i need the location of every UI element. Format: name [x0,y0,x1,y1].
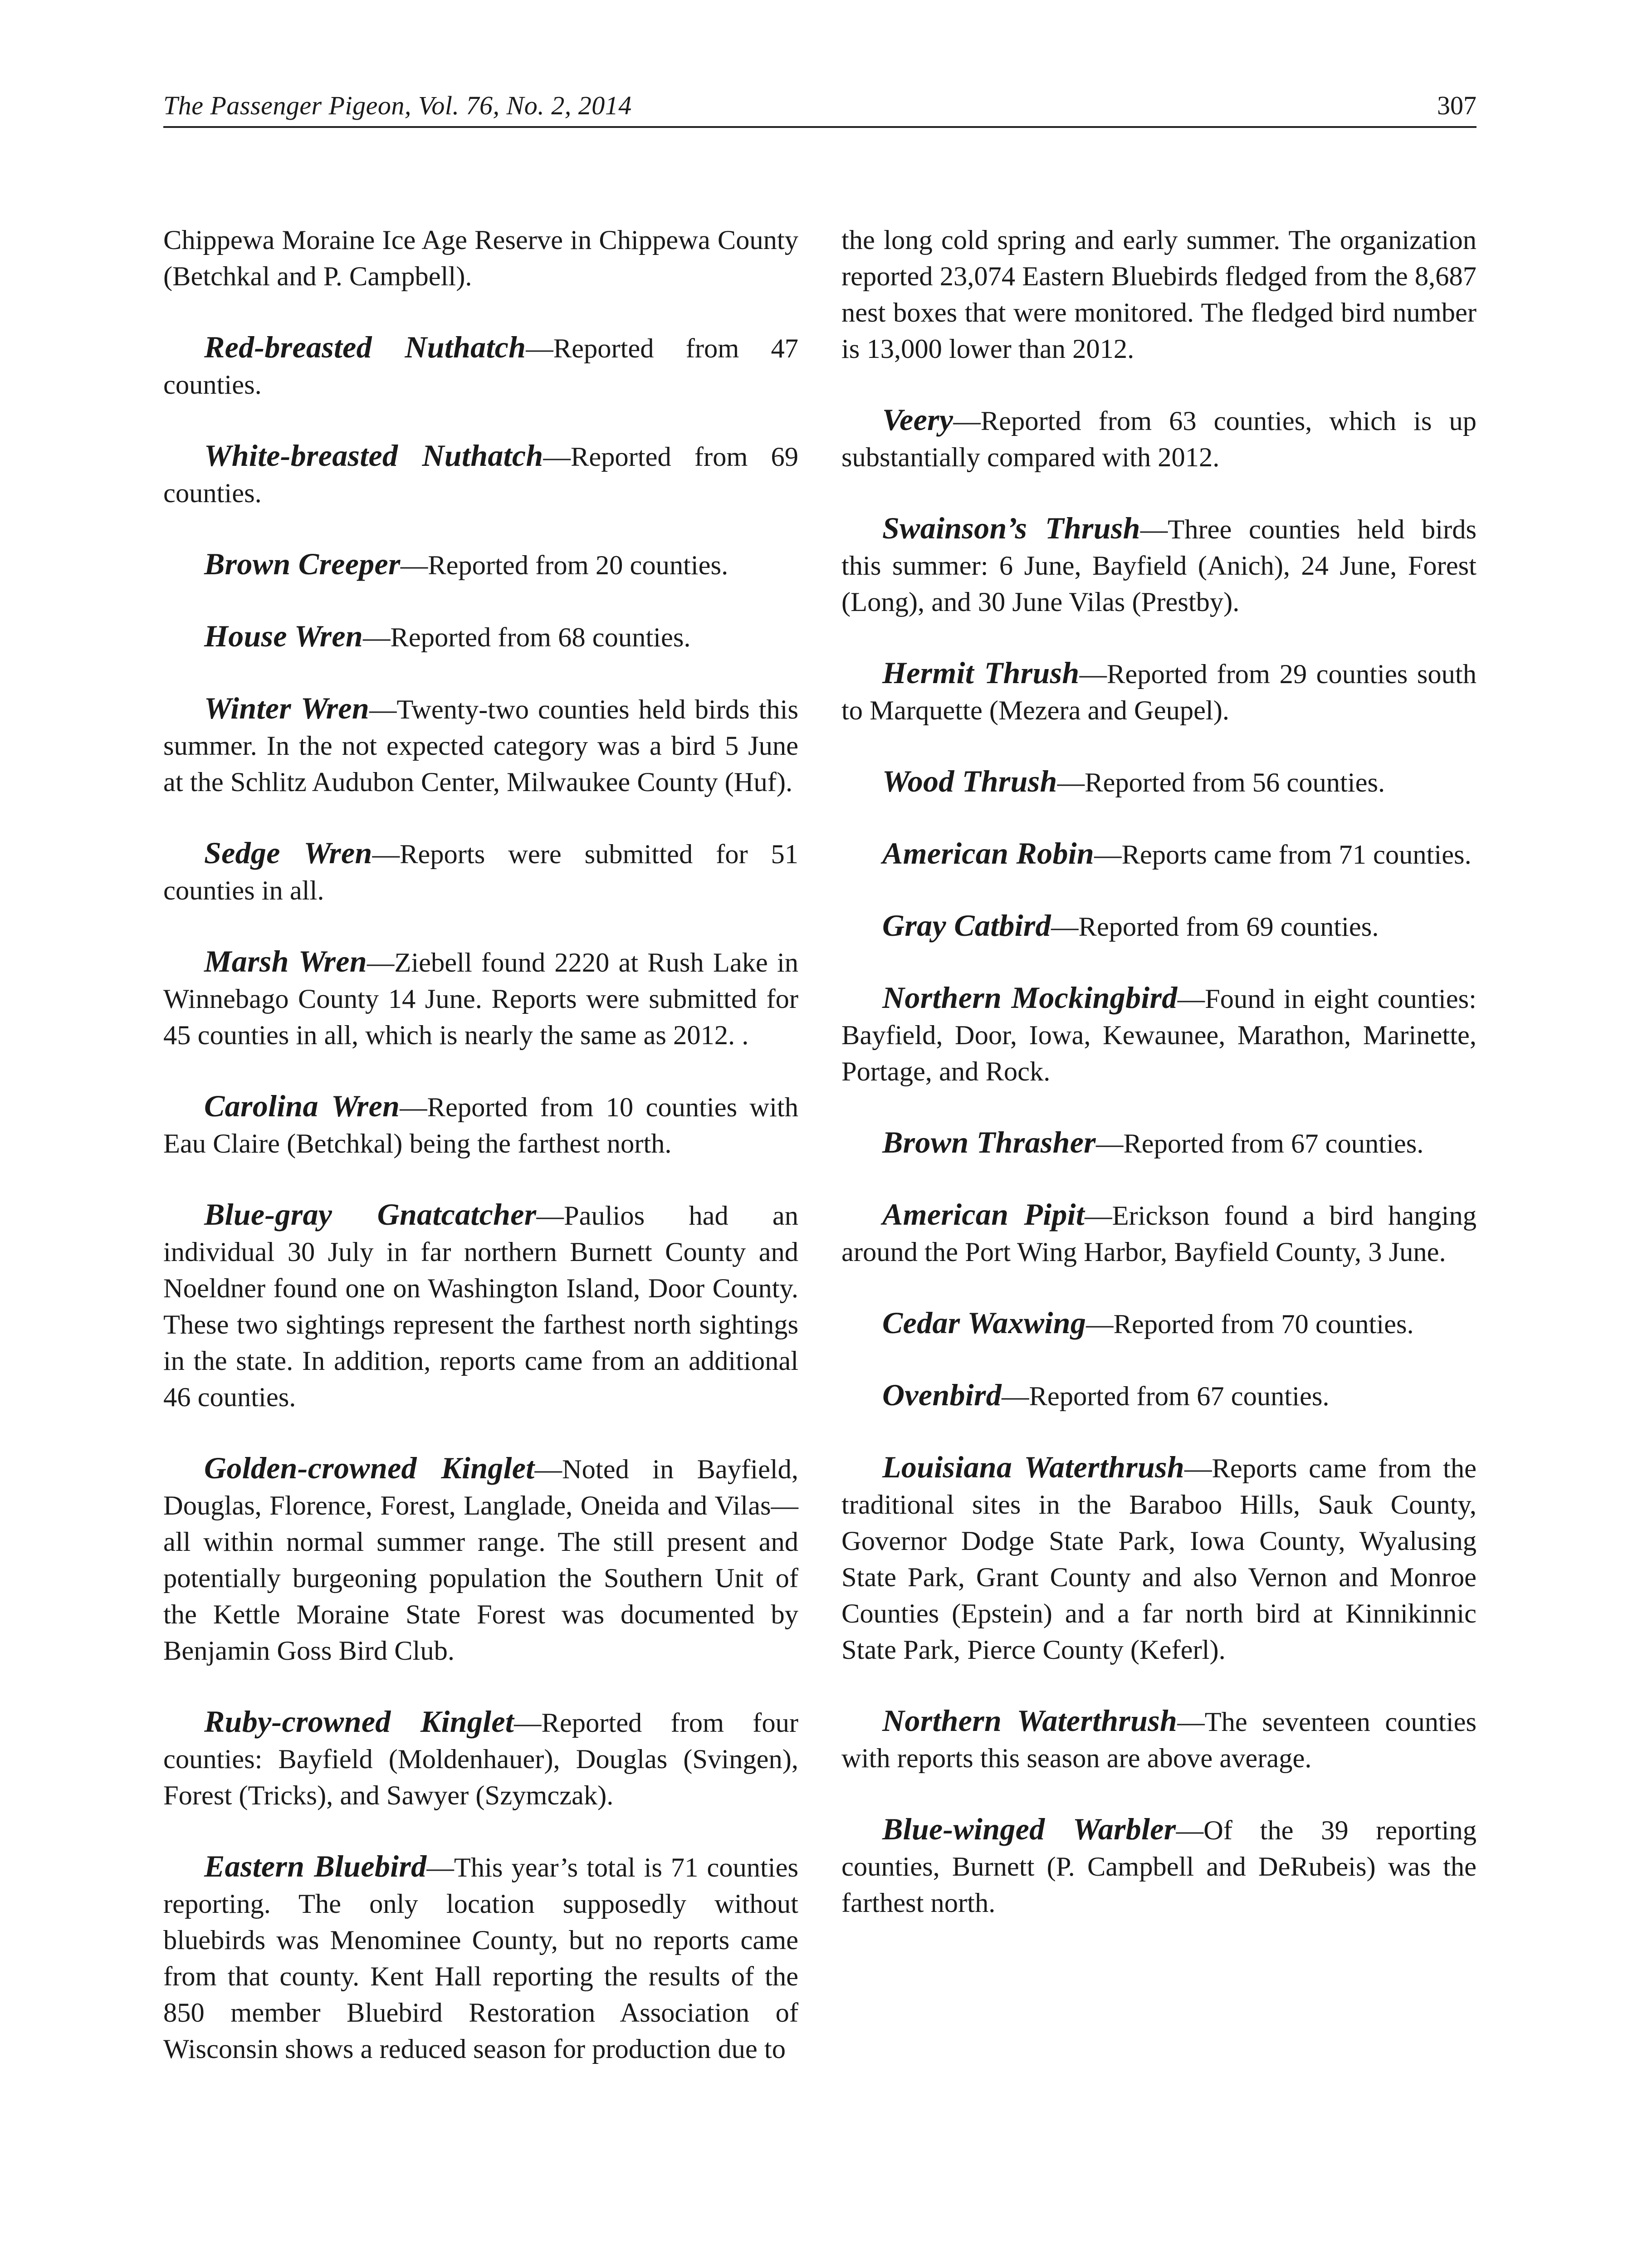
entry-text: —Of the 39 reporting counties, Burnett (P. Campbell and DeRubeis) was the farthest north. [841,1815,1477,1918]
entry-brown-thrasher [841,1124,1477,1162]
entry-winter-wren [163,690,798,801]
entry-text: —Reports were submitted for 51 counties in all. [163,839,798,906]
entry-text: —Reported from 10 counties with Eau Claire (Betchkal) being the farthest north. [163,1092,798,1159]
entry-text: —Noted in Bayfield, Douglas, Florence, Forest, Langlade, Oneida and Vilas—all within normal summer range. The still present and potentially burgeoning population the Southern Unit of the Kettle Moraine State Forest was documented by Benjamin Goss Bird Club. [163,1454,798,1666]
entry-hermit-thrush [841,655,1477,729]
entry-text: —Reported from 29 counties south to Marquette (Mezera and Geupel). [841,659,1477,726]
entry-northern-waterthrush [841,1702,1477,1777]
entry-wood-thrush [841,763,1477,801]
species-name: Gray Catbird [882,908,1051,943]
species-name: Red-breasted Nuthatch [204,330,526,364]
species-name: Winter Wren [204,691,369,725]
entry-text: —Reported from 67 counties. [1095,1129,1424,1159]
species-name: House Wren [204,619,363,653]
entry-northern-mockingbird [841,979,1477,1090]
species-name: Blue-gray Gnatcatcher [204,1197,537,1232]
entry-text: —Reported from 67 counties. [1002,1381,1330,1412]
species-name: American Pipit [882,1197,1085,1232]
entry-text: —Reported from 69 counties. [1051,912,1379,942]
entry-text: —Reported from 20 counties. [400,550,728,581]
right-column [841,222,1477,1955]
entry-swainsons-thrush [841,510,1477,621]
entry-text: —Paulios had an individual 30 July in far northern Burnett County and Noeldner found one on Washington Island, Door County. These two sightings represent the farthest north sightings in the state. In addition, reports came from an additional 46 counties. [163,1201,799,1413]
species-name: Northern Mockingbird [882,980,1178,1015]
species-name: Blue-winged Warbler [882,1812,1176,1846]
entry-blue-winged-warbler [841,1811,1477,1921]
species-name: Ovenbird [882,1378,1002,1412]
entry-continuation [841,222,1477,367]
species-name: Louisiana Waterthrush [882,1450,1184,1484]
entry-text: —Reported from 47 counties. [163,333,798,400]
species-name: Cedar Waxwing [882,1305,1086,1340]
entry-eastern-bluebird [163,1848,798,2068]
entry-louisiana-waterthrush [841,1449,1477,1668]
entry-carolina-wren [163,1088,798,1162]
entry-veery [841,401,1477,476]
species-name: Golden-crowned Kinglet [204,1451,535,1485]
entry-cedar-waxwing [841,1305,1477,1343]
species-name: American Robin [882,836,1095,870]
entry-text: —Reported from 69 counties. [163,442,798,508]
entry-house-wren [163,618,798,656]
entry-text: —Ziebell found 2220 at Rush Lake in Winnebago County 14 June. Reports were submitted for 45 counties in all, which is nearly the same as 2012. . [163,948,799,1051]
species-name: Ruby-crowned Kinglet [204,1704,514,1739]
species-name: Carolina Wren [204,1089,400,1123]
entry-text: Chippewa Moraine Ice Age Reserve in Chippewa County (Betchkal and P. Campbell). [163,225,798,292]
entry-gray-catbird [841,907,1477,945]
species-name: Brown Creeper [204,547,401,581]
entry-text: —Reports came from the traditional sites in the Baraboo Hills, Sauk County, Governor Dodge State Park, Iowa County, Wyalusing State Park, Grant County and also Vernon and Monroe Counties (Epstein) and a far north bird at Kinnikinnic State Park, Pierce County (Keferl). [841,1453,1477,1665]
species-name: Swainson’s Thrush [882,511,1140,545]
entry-text: the long cold spring and early summer. The organization reported 23,074 Eastern Bluebirds fledged from the 8,687 nest boxes that were monitored. The fledged bird number is 13,000 lower than 2012. [841,225,1477,364]
entry-text: —Reported from 56 counties. [1057,767,1385,798]
page-number: 307 [1437,91,1477,120]
entry-text: —The seventeen counties with reports this season are above average. [841,1707,1477,1774]
entry-american-pipit [841,1196,1477,1271]
entry-text: —Found in eight counties: Bayfield, Door, Iowa, Kewaunee, Marathon, Marinette, Portage, and Rock. [841,984,1477,1087]
entry-text: —Reported from four counties: Bayfield (Moldenhauer), Douglas (Svingen), Forest (Tricks), and Sawyer (Szymczak). [163,1708,798,1811]
species-name: Hermit Thrush [882,655,1080,690]
entry-text: —This year’s total is 71 counties reporting. The only location supposedly without bluebirds was Menominee County, but no reports came from that county. Kent Hall reporting the results of the 850 member Bluebird Restoration Association of Wisconsin shows a reduced season for production due to [163,1853,798,2064]
species-name: Northern Waterthrush [882,1703,1178,1738]
entry-text: —Erickson found a bird hanging around the Port Wing Harbor, Bayfield County, 3 June. [841,1201,1477,1267]
entry-text: —Three counties held birds this summer: 6 June, Bayfield (Anich), 24 June, Forest (Long), and 30 June Vilas (Prestby). [841,514,1477,617]
entry-continuation [163,222,798,295]
left-column [163,222,798,2102]
entry-ovenbird [841,1377,1477,1415]
entry-marsh-wren [163,943,798,1054]
entry-text: —Reported from 63 counties, which is up substantially compared with 2012. [841,406,1477,473]
entry-sedge-wren [163,835,798,909]
species-name: Wood Thrush [882,764,1057,798]
entry-text: —Reported from 68 counties. [363,622,691,653]
entry-white-breasted-nuthatch [163,437,798,512]
species-name: Veery [882,402,953,437]
entry-red-breasted-nuthatch [163,329,798,403]
entry-text: —Reported from 70 counties. [1086,1309,1414,1339]
species-name: Brown Thrasher [882,1125,1096,1159]
entry-brown-creeper [163,546,798,584]
entry-american-robin [841,835,1477,873]
entry-text: —Twenty-two counties held birds this summer. In the not expected category was a bird 5 June at the Schlitz Audubon Center, Milwaukee County (Huf). [163,694,798,797]
running-head [163,90,1477,128]
entry-text: —Reports came from 71 counties. [1094,840,1472,870]
entry-ruby-crowned-kinglet [163,1703,798,1814]
species-name: White-breasted Nuthatch [204,438,543,473]
species-name: Marsh Wren [204,944,367,978]
species-name: Eastern Bluebird [204,1849,427,1883]
journal-title: The Passenger Pigeon, Vol. 76, No. 2, 2014 [163,91,632,120]
species-name: Sedge Wren [204,836,372,870]
entry-golden-crowned-kinglet [163,1450,798,1669]
entry-blue-gray-gnatcatcher [163,1196,798,1416]
